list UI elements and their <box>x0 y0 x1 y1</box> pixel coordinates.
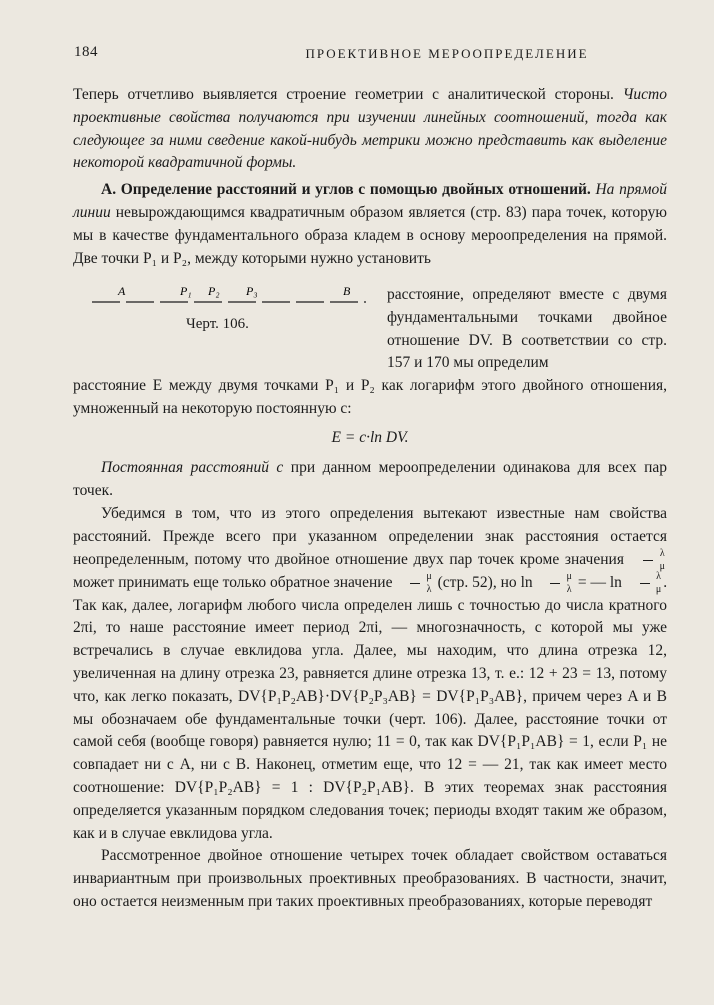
fraction-lambda-over-mu: $\frac{\lambda}{\mu}$ <box>632 549 665 572</box>
main-text-block <box>73 375 667 914</box>
label-p2: P₂ <box>208 284 220 298</box>
paragraph-2-continued: расстояние E между двумя точками P₁ и P₂ как логарифм этого двойного отношения, умноженный на некоторую постоянную c: <box>73 377 667 417</box>
distance-formula: E = c·ln DV. <box>331 428 409 446</box>
paragraph-3 <box>73 457 667 503</box>
page-number: 184 <box>74 44 98 60</box>
paragraph-4 <box>73 503 667 845</box>
paragraph-2-italic: На прямой линии <box>73 181 667 221</box>
ln-symbol: ln <box>520 573 533 591</box>
right-column-text: расстояние, определяют вместе с двумя фундаментальными точками двойное отношение DV. В соответствии со стр. 157 и 170 мы определим <box>387 286 667 372</box>
equals-minus-ln: = — ln <box>577 573 622 591</box>
paragraph-2-text: невырождающимся квадратичным образом является (стр. 83) пара точек, которую мы в качестве фундаментального образа кладем в основу мероопределения на прямой. Две точки P₁ и P₂, между которыми нужно установить <box>73 203 668 267</box>
paragraph-3-text: при данном мероопределении одинакова для всех пар точек. <box>73 459 667 500</box>
paragraph-4-part-b: может принимать еще только обратное значение <box>73 573 393 591</box>
running-header <box>72 44 672 68</box>
paragraph-4-part-c: (стр. 52), но <box>437 573 517 591</box>
figure-caption: Черт. 106. <box>186 316 249 332</box>
label-a: A <box>118 284 126 298</box>
paragraph-1-italic: Чисто проективные свойства получаются при изучении линейных соотношений, тогда как следующее за ними сведение какой-нибудь метрики можно представить как выделение некоторой квадратичной формы. <box>73 86 667 172</box>
paragraph-5: Рассмотренное двойное отношение четырех точек обладает свойством оставаться инвариантным при произвольных проективных преобразованиях. В частности, значит, оно остается неизменным при таких проективных преобразованиях, которые переводят <box>73 847 667 910</box>
label-p3: P₃ <box>246 284 258 298</box>
paragraph-4-part-d: . Так как, далее, логарифм любого числа определен лишь с точностью до числа кратного 2πi, то наше расстояние имеет период 2πi, — многозначность, с которой мы уже встречались в случае евклидова угла. Далее, мы находим, что длина отрезка 12, увеличенная на длину отрезка 23, равняется длине отрезка 13, т. е.: 12 + 23 = 13, потому что, как легко показать, DV{P₁P₂AB}·DV{P₂P₃AB} = DV{P₁P₃AB}, причем через A и B мы обозначаем обе фундаментальные точки (черт. 106). Далее, расстояние точки от самой себя (вообще говоря) равняется нулю; 11 = 0, так как DV{P₁P₁AB} = 1, если P₁ не совпадает ни с A, ни с B. Наконец, отметим еще, что 12 = — 21, так как имеет место соотношение: DV{P₁P₂AB} = 1 : DV{P₂P₁AB}. В этих теоремах знак расстояния определяется указанным порядком следования точек; периоды входят таким же образом, как и в случае евклидова угла. <box>73 573 668 842</box>
paragraph-4-part-a: Убедимся в том, что из этого определения вытекают известные нам свойства расстояний. Прежде всего при указанном определении знак расстояния остается неопределенным, потому что двойное отношение двух пар точек кроме значения <box>73 504 667 568</box>
paragraph-1-plain: Теперь отчетливо выявляется строение геометрии с аналитической стороны. <box>73 86 614 103</box>
section-heading-a: А. Определение расстояний и углов с помощью двойных отношений. <box>101 181 591 199</box>
running-title: ПРОЕКТИВНОЕ МЕРООПРЕДЕЛЕНИЕ <box>305 46 589 61</box>
figure-106 <box>88 282 370 342</box>
fraction-mu-over-lambda: $\frac{\mu}{\lambda}$ <box>398 572 431 595</box>
label-b: B <box>343 284 351 298</box>
fraction-lambda-over-mu-2: $\frac{\lambda}{\mu}$ <box>628 572 661 595</box>
top-text-block <box>73 84 667 270</box>
paragraph-3-italic: Постоянная расстояний c <box>101 459 284 477</box>
figure-106-diagram <box>88 282 370 316</box>
fraction-mu-over-lambda-2: $\frac{\mu}{\lambda}$ <box>539 572 572 595</box>
paragraph-2 <box>73 179 667 270</box>
paragraph-1 <box>73 84 667 175</box>
label-p1: P₁ <box>180 284 192 298</box>
